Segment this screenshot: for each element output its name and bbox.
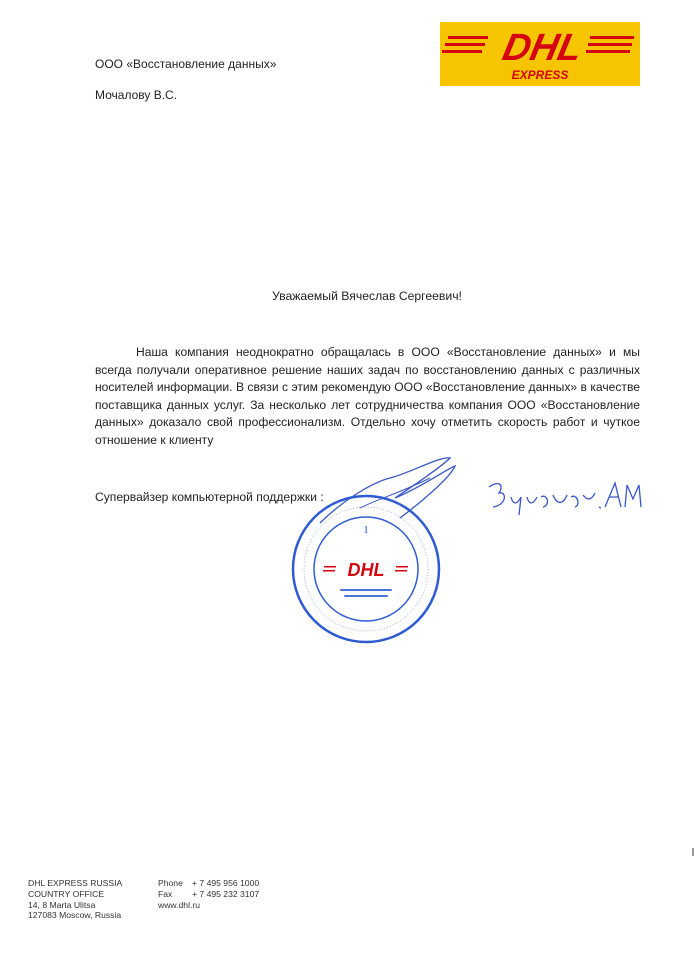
fax-label: Fax xyxy=(158,888,173,899)
recipient-person: Мочалову В.С. xyxy=(95,88,178,102)
signatory-title: Супервайзер компьютерной поддержки : xyxy=(95,490,324,504)
svg-text:1: 1 xyxy=(363,524,369,536)
svg-text:EXPRESS: EXPRESS xyxy=(511,68,569,82)
svg-text:DHL: DHL xyxy=(347,560,385,580)
handwritten-name xyxy=(483,475,643,525)
recipient-company: ООО «Восстановление данных» xyxy=(95,57,277,71)
greeting: Уважаемый Вячеслав Сергеевич! xyxy=(272,289,462,303)
fax-number: + 7 495 232 3107 xyxy=(192,888,260,899)
footer-address xyxy=(28,878,122,921)
letter-body: Наша компания неоднократно обращалась в ООО «Восстановление данных» и мы всегда получали оперативное решение наших задач по восстановлению данных с различных носителей информации. В связи с этим рекомендую ООО «Восстановление данных» в качестве поставщика данных услуг. За несколько лет сотрудничества компания ООО «Восстановление данных» доказало свой профессионализм. Отдельно хочу отметить скорость работ и чуткое отношение к клиенту xyxy=(95,345,640,447)
scan-mark xyxy=(692,848,694,856)
footer-phone-row xyxy=(158,878,259,889)
phone-label: Phone xyxy=(158,878,183,888)
footer-company: DHL EXPRESS RUSSIA xyxy=(28,878,123,888)
phone-number: + 7 495 956 1000 xyxy=(192,878,260,888)
dhl-logo xyxy=(440,22,640,86)
footer-city: 127083 Moscow, Russia xyxy=(28,910,122,921)
svg-text:DHL: DHL xyxy=(499,26,587,69)
footer-fax-row xyxy=(158,889,259,900)
footer-office: COUNTRY OFFICE xyxy=(28,888,105,899)
company-stamp xyxy=(290,493,442,645)
footer-street: 14, 8 Marta Ulitsa xyxy=(28,899,96,910)
footer-contacts xyxy=(158,878,259,910)
footer-website: www.dhl.ru xyxy=(158,899,201,910)
